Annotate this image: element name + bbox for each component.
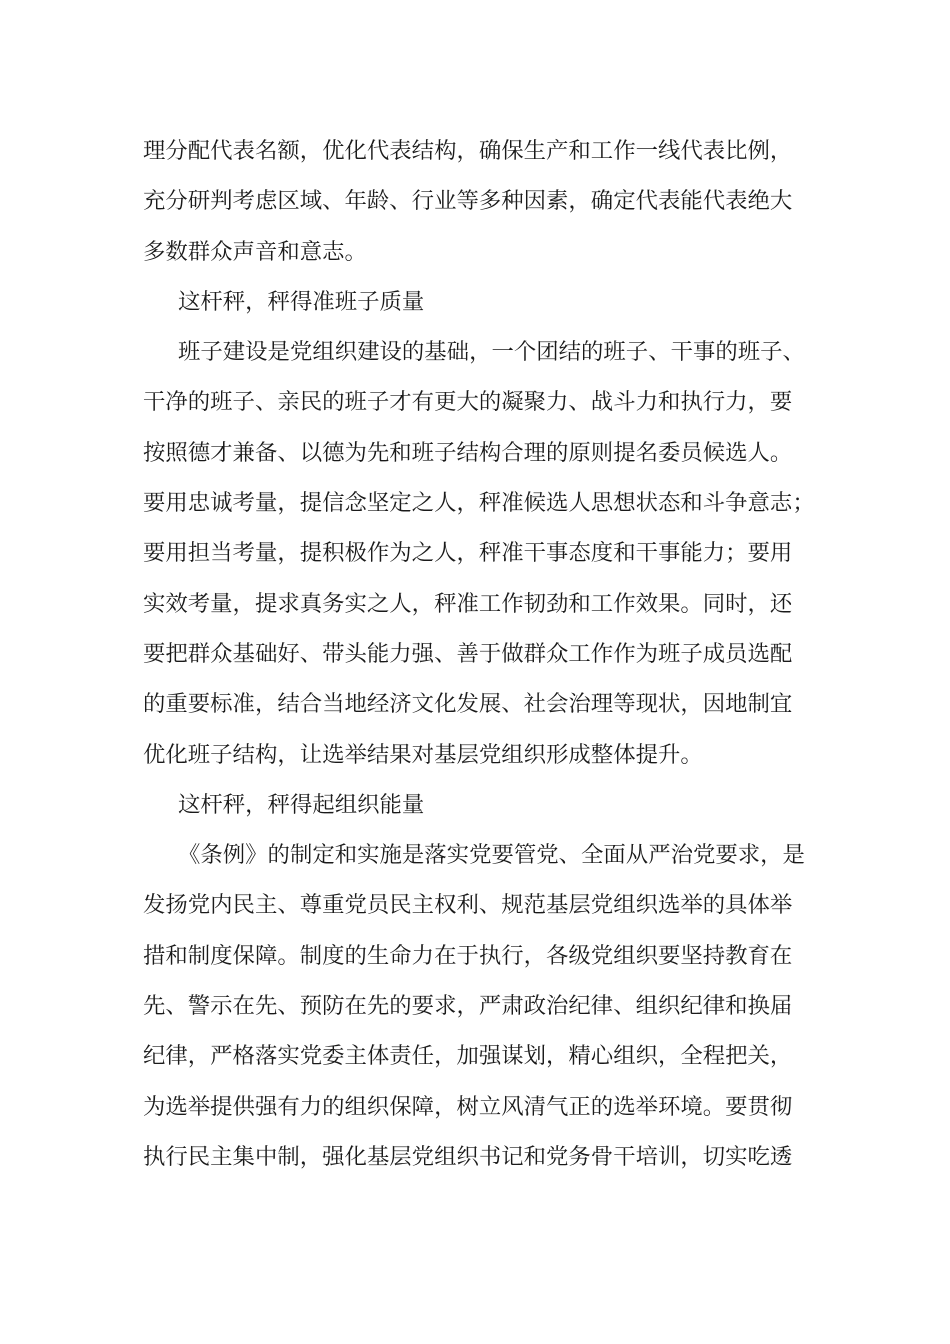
text-line: 实效考量，提求真务实之人，秤准工作韧劲和工作效果。同时，还 [143,590,793,617]
text-line: 干净的班子、亲民的班子才有更大的凝聚力、战斗力和执行力，要 [143,389,793,416]
text-line: 优化班子结构，让选举结果对基层党组织形成整体提升。 [143,741,703,768]
text-line: 《条例》的制定和实施是落实党要管党、全面从严治党要求，是 [178,842,805,869]
text-line: 的重要标准，结合当地经济文化发展、社会治理等现状，因地制宜 [143,691,793,718]
text-line: 先、警示在先、预防在先的要求，严肃政治纪律、组织纪律和换届 [143,993,793,1020]
text-line: 充分研判考虑区域、年龄、行业等多种因素，确定代表能代表绝大 [143,188,793,215]
text-line: 要把群众基础好、带头能力强、善于做群众工作作为班子成员选配 [143,640,793,667]
text-line: 措和制度保障。制度的生命力在于执行，各级党组织要坚持教育在 [143,942,793,969]
text-line: 发扬党内民主、尊重党员民主权利、规范基层党组织选举的具体举 [143,892,793,919]
section-heading: 这杆秤，秤得起组织能量 [178,791,425,818]
section-heading: 这杆秤，秤得准班子质量 [178,288,425,315]
text-line: 理分配代表名额，优化代表结构，确保生产和工作一线代表比例， [143,138,793,164]
document-body [143,126,815,1182]
text-line: 执行民主集中制，强化基层党组织书记和党务骨干培训，切实吃透 [143,1143,793,1170]
text-line: 班子建设是党组织建设的基础，一个团结的班子、干事的班子、 [178,339,805,366]
text-line: 按照德才兼备、以德为先和班子结构合理的原则提名委员候选人。 [143,439,793,466]
text-line: 为选举提供强有力的组织保障，树立风清气正的选举环境。要贯彻 [143,1093,793,1120]
text-line: 多数群众声音和意志。 [143,238,367,265]
text-line: 要用担当考量，提积极作为之人，秤准干事态度和干事能力；要用 [143,540,793,567]
text-line: 要用忠诚考量，提信念坚定之人，秤准候选人思想状态和斗争意志； [143,490,815,517]
text-line: 纪律，严格落实党委主体责任，加强谋划，精心组织，全程把关， [143,1043,793,1070]
